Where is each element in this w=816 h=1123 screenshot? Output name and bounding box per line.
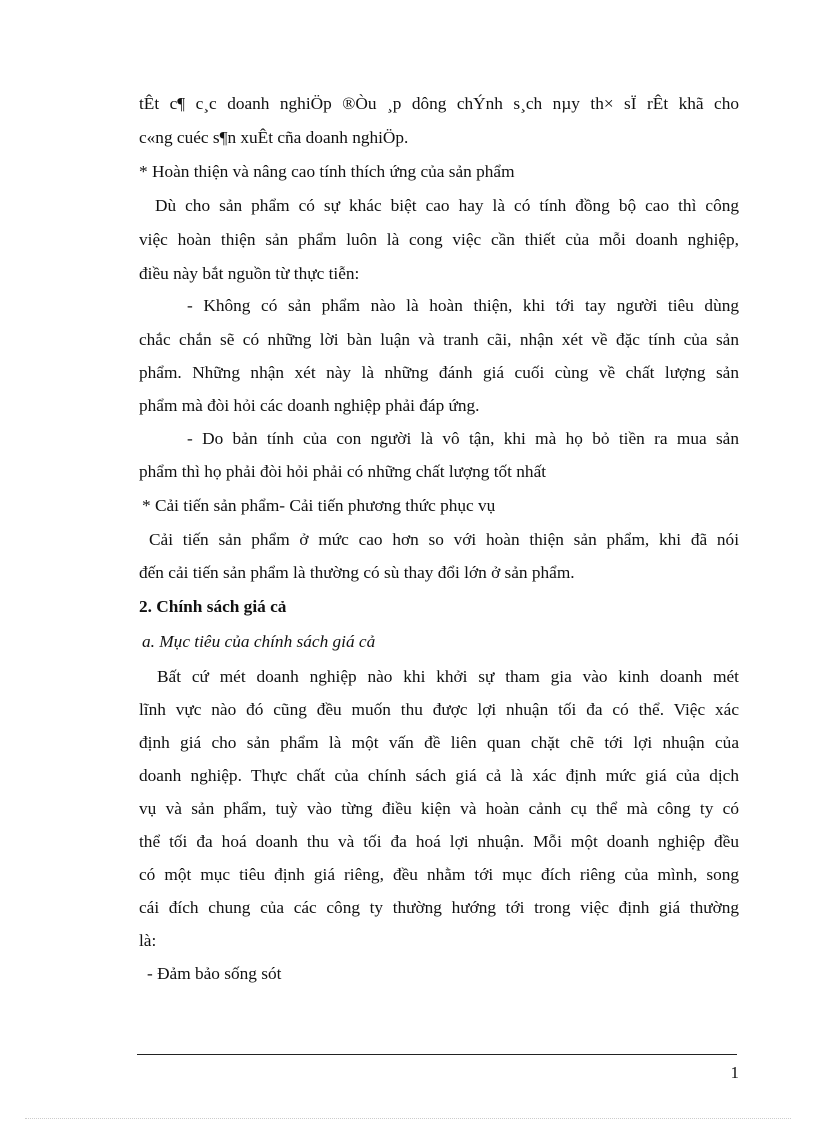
body-line: vụ và sản phẩm, tuỳ vào từng điều kiện và hoàn cảnh cụ thể mà công ty có (139, 799, 739, 818)
body-line: định giá cho sản phẩm là một vấn đề liên quan chặt chẽ tới lợi nhuận của (139, 733, 739, 752)
list-item: - Do bản tính của con người là vô tận, khi mà họ bỏ tiền ra mua sản (187, 429, 739, 448)
body-line: thể tối đa hoá doanh thu và tối đa hoá lợi nhuận. Mỗi một doanh nghiệp đều (139, 832, 739, 851)
body-line: đến cải tiến sản phẩm là thường có sù thay đổi lớn ở sản phẩm. (139, 563, 575, 582)
body-line: doanh nghiệp. Thực chất của chính sách giá cả là xác định mức giá của dịch (139, 766, 739, 785)
footer-divider (137, 1054, 737, 1055)
body-line: điều này bắt nguồn từ thực tiễn: (139, 264, 360, 283)
body-line: chắc chắn sẽ có những lời bàn luận và tranh cãi, nhận xét về đặc tính của sản (139, 330, 739, 349)
body-line: việc hoàn thiện sản phẩm luôn là cong việc cần thiết của mỗi doanh nghiệp, (139, 230, 739, 249)
body-line: có một mục tiêu định giá riêng, đều nhằm tới mục đích riêng của mình, song (139, 865, 739, 884)
section-heading: 2. Chính sách giá cả (139, 597, 287, 616)
subsection-heading: * Hoàn thiện và nâng cao tính thích ứng của sản phẩm (139, 162, 515, 181)
body-line: c«ng cuéc s¶n xuÊt cña doanh nghiÖp. (139, 128, 409, 147)
subsection-heading: a. Mục tiêu của chính sách giá cả (142, 632, 376, 651)
page-edge-line (25, 1118, 791, 1119)
body-line: Bất cứ mét doanh nghiệp nào khi khởi sự tham gia vào kinh doanh mét (157, 667, 739, 686)
body-line: lĩnh vực nào đó cũng đều muốn thu được lợi nhuận tối đa có thể. Việc xác (139, 700, 739, 719)
body-line: cái đích chung của các công ty thường hướng tới trong việc định giá thường (139, 898, 739, 917)
body-line: phẩm mà đòi hỏi các doanh nghiệp phải đáp ứng. (139, 396, 480, 415)
body-line: phẩm thì họ phải đòi hỏi phải có những chất lượng tốt nhất (139, 462, 547, 481)
subsection-heading: * Cải tiến sản phẩm- Cải tiến phương thức phục vụ (142, 496, 496, 515)
body-line: phẩm. Những nhận xét này là những đánh giá cuối cùng về chất lượng sản (139, 363, 739, 382)
page-number: 1 (730, 1063, 739, 1082)
list-item: - Đảm bảo sống sót (147, 964, 282, 983)
list-item: - Không có sản phẩm nào là hoàn thiện, khi tới tay người tiêu dùng (187, 296, 739, 315)
body-line: là: (139, 931, 157, 950)
body-line: tÊt c¶ c¸c doanh nghiÖp ®Òu ¸p dông chÝnh s¸ch nµy th× sÏ rÊt khã cho (139, 94, 739, 113)
body-line: Cải tiến sản phẩm ở mức cao hơn so với hoàn thiện sản phẩm, khi đã nói (149, 530, 739, 549)
body-line: Dù cho sản phẩm có sự khác biệt cao hay là có tính đồng bộ cao thì công (155, 196, 739, 215)
